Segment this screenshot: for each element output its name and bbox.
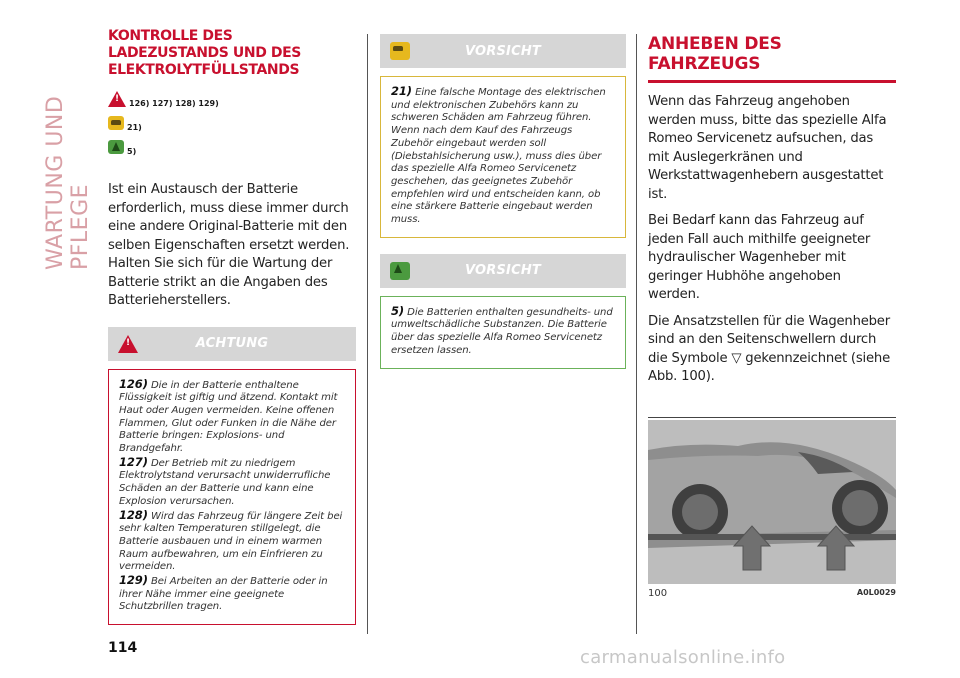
note-number: 21) bbox=[391, 84, 412, 98]
environment-tree-icon bbox=[390, 262, 410, 280]
figure-code: A0L0029 bbox=[856, 587, 896, 597]
figure-rule bbox=[648, 417, 896, 418]
car-caution-icon bbox=[108, 116, 124, 130]
note-text: Die Batterien enthalten gesundheits- und umweltschädliche Substanzen. Die Batterie über das spezielle Alfa Romeo Servicenetz ersetzen lassen. bbox=[391, 306, 613, 356]
column-divider bbox=[367, 34, 368, 634]
figure-caption bbox=[648, 588, 896, 599]
note-text: Bei Arbeiten an der Batterie oder in ihrer Nähe immer eine geeignete Schutzbrillen tragen. bbox=[119, 576, 328, 613]
note-number: 126) bbox=[119, 376, 148, 391]
environment-tree-icon bbox=[108, 140, 124, 154]
figure-number: 100 bbox=[648, 587, 668, 599]
body-paragraph: Die Ansatzstellen für die Wagenheber sind an den Seitenschwellern durch die Symbole ▽ gekennzeichnet (siehe Abb. 100). bbox=[648, 313, 890, 384]
warning-title: ACHTUNG bbox=[195, 336, 269, 351]
note-number: 129) bbox=[119, 573, 148, 588]
warning-triangle-icon bbox=[108, 91, 126, 107]
section-heading: ANHEBEN DES FAHRZEUGS bbox=[648, 34, 782, 74]
note-text: Wird das Fahrzeug für längere Zeit bei sehr kalten Temperaturen stillgelegt, die Batterie ausbauen und in einem warmen Raum aufbewahren, um ein Einfrieren zu vermeiden. bbox=[119, 510, 343, 573]
warning-banner bbox=[108, 327, 356, 361]
reference-row bbox=[108, 87, 356, 111]
car-side-illustration bbox=[648, 420, 896, 584]
note-text: Eine falsche Montage des elektrischen und elektronischen Zubehörs kann zu schweren Schäden am Fahrzeug führen. Wenn nach dem Kauf des Fahrzeugs Zubehör eingebaut werden soll (Diebstahlsicherung usw.), muss dies über das spezielle Alfa Romeo Servicenetz geschehen, das geeignetes Zubehör empfehlen wird und entscheiden kann, ob eine stärkere Batterie eingebaut werden muss. bbox=[391, 87, 606, 226]
warning-note bbox=[119, 509, 345, 575]
section-heading: KONTROLLE DES LADEZUSTANDS UND DES ELEKTROLYTFÜLLSTANDS bbox=[108, 28, 301, 78]
warning-box bbox=[108, 369, 356, 626]
reference-row bbox=[108, 135, 356, 159]
watermark-text: carmanualsonline.info bbox=[580, 647, 786, 668]
warning-note bbox=[119, 456, 345, 509]
column-divider bbox=[636, 34, 637, 634]
chapter-side-title: WARTUNG UND PFLEGE bbox=[43, 95, 93, 270]
caution-note bbox=[391, 85, 615, 227]
body-paragraph: Ist ein Austausch der Batterie erforderlich, muss diese immer durch eine andere Original-Batterie mit den selben Eigenschaften ersetzt werden. Halten Sie sich für die Wartung der Batterie strikt an die Angaben des Batterieherstellers. bbox=[108, 182, 350, 308]
note-number: 127) bbox=[119, 454, 148, 469]
note-number: 128) bbox=[119, 507, 148, 522]
reference-numbers: 5) bbox=[127, 146, 137, 156]
body-paragraph: Bei Bedarf kann das Fahrzeug auf jeden Fall auch mithilfe geeigneter hydraulischer Wagenheber mit geringer Hubhöhe angehoben werden. bbox=[648, 213, 871, 302]
note-text: Die in der Batterie enthaltene Flüssigkeit ist giftig und ätzend. Kontakt mit Haut oder Augen vermeiden. Keine offenen Flammen, Glut oder Funken in die Nähe der Batterie bringen: Explosions- und Brandgefahr. bbox=[119, 379, 338, 455]
car-caution-icon bbox=[390, 42, 410, 60]
caution-column bbox=[380, 34, 626, 369]
reference-numbers: 21) bbox=[127, 122, 142, 132]
caution-box bbox=[380, 76, 626, 238]
caution-box bbox=[380, 296, 626, 369]
reference-row bbox=[108, 111, 356, 135]
reference-numbers: 126) 127) 128) 129) bbox=[129, 98, 219, 108]
note-number: 5) bbox=[391, 303, 405, 318]
lifting-section bbox=[648, 34, 896, 599]
note-text: Der Betrieb mit zu niedrigem Elektrolytstand verursacht unwiderrufliche Schäden an der Batterie und kann eine Explosion verursachen. bbox=[119, 457, 331, 507]
warning-triangle-icon bbox=[118, 335, 138, 353]
warning-note bbox=[119, 574, 345, 614]
page-number: 114 bbox=[108, 640, 138, 656]
body-paragraph: Wenn das Fahrzeug angehoben werden muss, bitte das spezielle Alfa Romeo Servicenetz aufsuchen, das mit Auslegerkränen und Werkstattwagenhebern ausgestattet ist. bbox=[648, 94, 887, 202]
warning-note bbox=[119, 378, 345, 456]
caution-note bbox=[391, 305, 615, 358]
reference-list bbox=[108, 87, 356, 159]
caution-title: VORSICHT bbox=[465, 263, 541, 279]
caution-title: VORSICHT bbox=[465, 43, 541, 59]
battery-check-section bbox=[108, 28, 356, 625]
caution-banner bbox=[380, 254, 626, 288]
car-lifting-figure bbox=[648, 420, 896, 584]
caution-banner bbox=[380, 34, 626, 68]
